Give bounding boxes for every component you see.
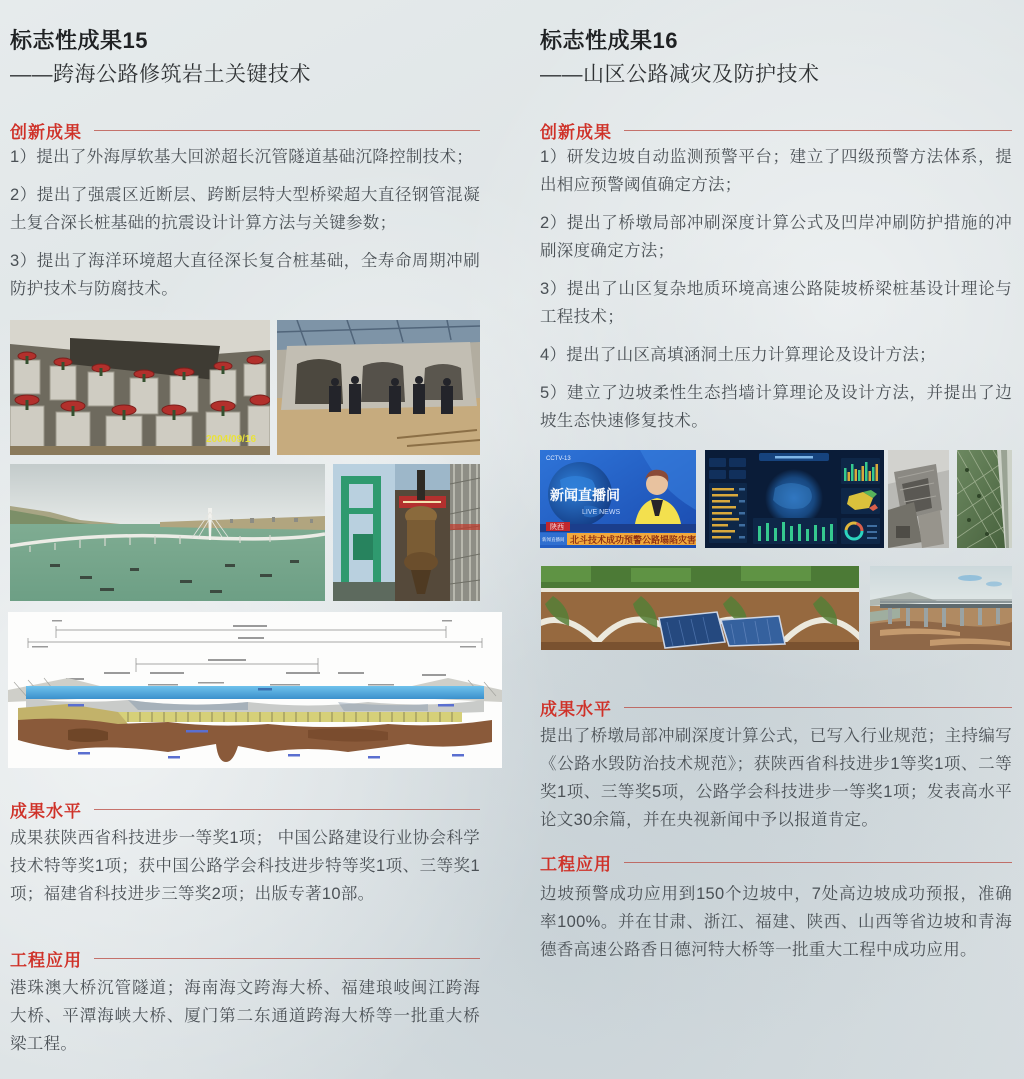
section-level [10,797,480,822]
innovation-item: 3）提出了山区复杂地质环境高速公路陡坡桥梁桩基设计理论与工程技术； [540,280,1012,326]
section-innovation [10,118,480,143]
heading-rule [94,958,480,959]
photo-eco-slope-arch-solar [541,566,859,650]
application-body: 港珠澳大桥沉管隧道；海南海文跨海大桥、福建琅岐闽江跨海大桥、平潭海峡大桥、厦门第二东通道跨海大桥等一批重大桥梁工程。 [10,979,480,1053]
photo-bridge-over-riverbed [870,566,1012,650]
innovation-list [540,143,1012,445]
section-heading: 创新成果 [10,123,82,142]
section-heading: 工程应用 [540,855,612,874]
page-title: 标志性成果16 [540,28,678,53]
dashboard-bottom-chart [753,518,837,544]
photo-culvert-inspection [277,320,480,455]
tv-live-label: LIVE NEWS [582,509,621,516]
tv-channel-logo: CCTV-13 [546,456,571,462]
level-body: 成果获陕西省科技进步一等奖1项； 中国公路建设行业协会科学技术特等奖1项；获中国公路学会科技进步特等奖1项、三等奖1项；福建省科技进步三等奖2项；出版专著10部。 [10,829,480,903]
photo-cctv-news-broadcast [540,450,696,548]
heading-rule [94,130,480,131]
innovation-item: 2）提出了强震区近断层、跨断层特大型桥梁超大直径钢管混凝土复合深长桩基础的抗震设计计算方法与关键参数； [10,186,480,232]
innovation-item: 1）提出了外海厚软基大回淤超长沉管隧道基础沉降控制技术； [10,148,474,166]
section-application [540,850,1012,875]
photo-sea-crossing-bridge-aerial [10,464,325,601]
photo-slope-excavation-grayscale [888,450,949,548]
tv-source-tag: 新闻直播间 [542,537,565,542]
innovation-item: 5）建立了边坡柔性生态挡墙计算理论及设计方法，并提出了边坡生态快速修复技术。 [540,384,1012,430]
photo-immersed-tube-casting-yard [10,320,270,455]
photo-pile-driving-equipment [333,464,480,601]
tv-program-title: 新闻直播间 [550,487,620,503]
section-level [540,695,1012,720]
tv-news-ticker: 北斗技术成功预警公路塌陷灾害 [570,535,696,545]
section-heading: 成果水平 [540,700,612,719]
screenshot-monitoring-dashboard [705,450,884,548]
page-subtitle: ——跨海公路修筑岩土关键技术 [10,63,311,86]
innovation-item: 3）提出了海洋环境超大直径深长复合桩基础，全寿命周期冲刷防护技术与防腐技术。 [10,252,480,298]
photo-vegetated-slope-mesh [957,450,1012,548]
photo-date-stamp: 2004/09/16 [206,434,257,445]
heading-rule [94,809,480,810]
section-innovation [540,118,1012,143]
heading-rule [624,707,1012,708]
page-subtitle: ——山区公路减灾及防护技术 [540,63,820,86]
innovation-list [10,143,480,313]
innovation-item: 1）研发边坡自动监测预警平台；建立了四级预警方法体系，提出相应预警阈值确定方法； [540,148,1012,194]
section-heading: 成果水平 [10,802,82,821]
dashboard-right-panel [841,458,880,544]
section-heading: 创新成果 [540,123,612,142]
tv-region-tag: 陕西 [550,524,564,531]
diagram-tunnel-longitudinal-section [8,612,502,768]
innovation-item: 2）提出了桥墩局部冲刷深度计算公式及凹岸冲刷防护措施的冲刷深度确定方法； [540,214,1012,260]
application-body: 边坡预警成功应用到150个边坡中，7处高边坡成功预报，准确率100%。并在甘肃、浙江、福建、陕西、山西等省边坡和青海德香高速公路香日德河特大桥等一批重大工程中成功应用。 [540,885,1012,959]
page-title: 标志性成果15 [10,28,148,53]
heading-rule [624,862,1012,863]
innovation-item: 4）提出了山区高填涵洞土压力计算理论及设计方法； [540,346,936,364]
section-application [10,946,480,971]
level-body: 提出了桥墩局部冲刷深度计算公式，已写入行业规范；主持编写《公路水毁防治技术规范》；获陕西省科技进步1等奖1项、二等奖1项、三等奖5项，公路学会科技进步一等奖1项；发表高水平论文30余篇，并在央视新闻中予以报道肯定。 [540,727,1012,829]
heading-rule [624,130,1012,131]
section-heading: 工程应用 [10,951,82,970]
